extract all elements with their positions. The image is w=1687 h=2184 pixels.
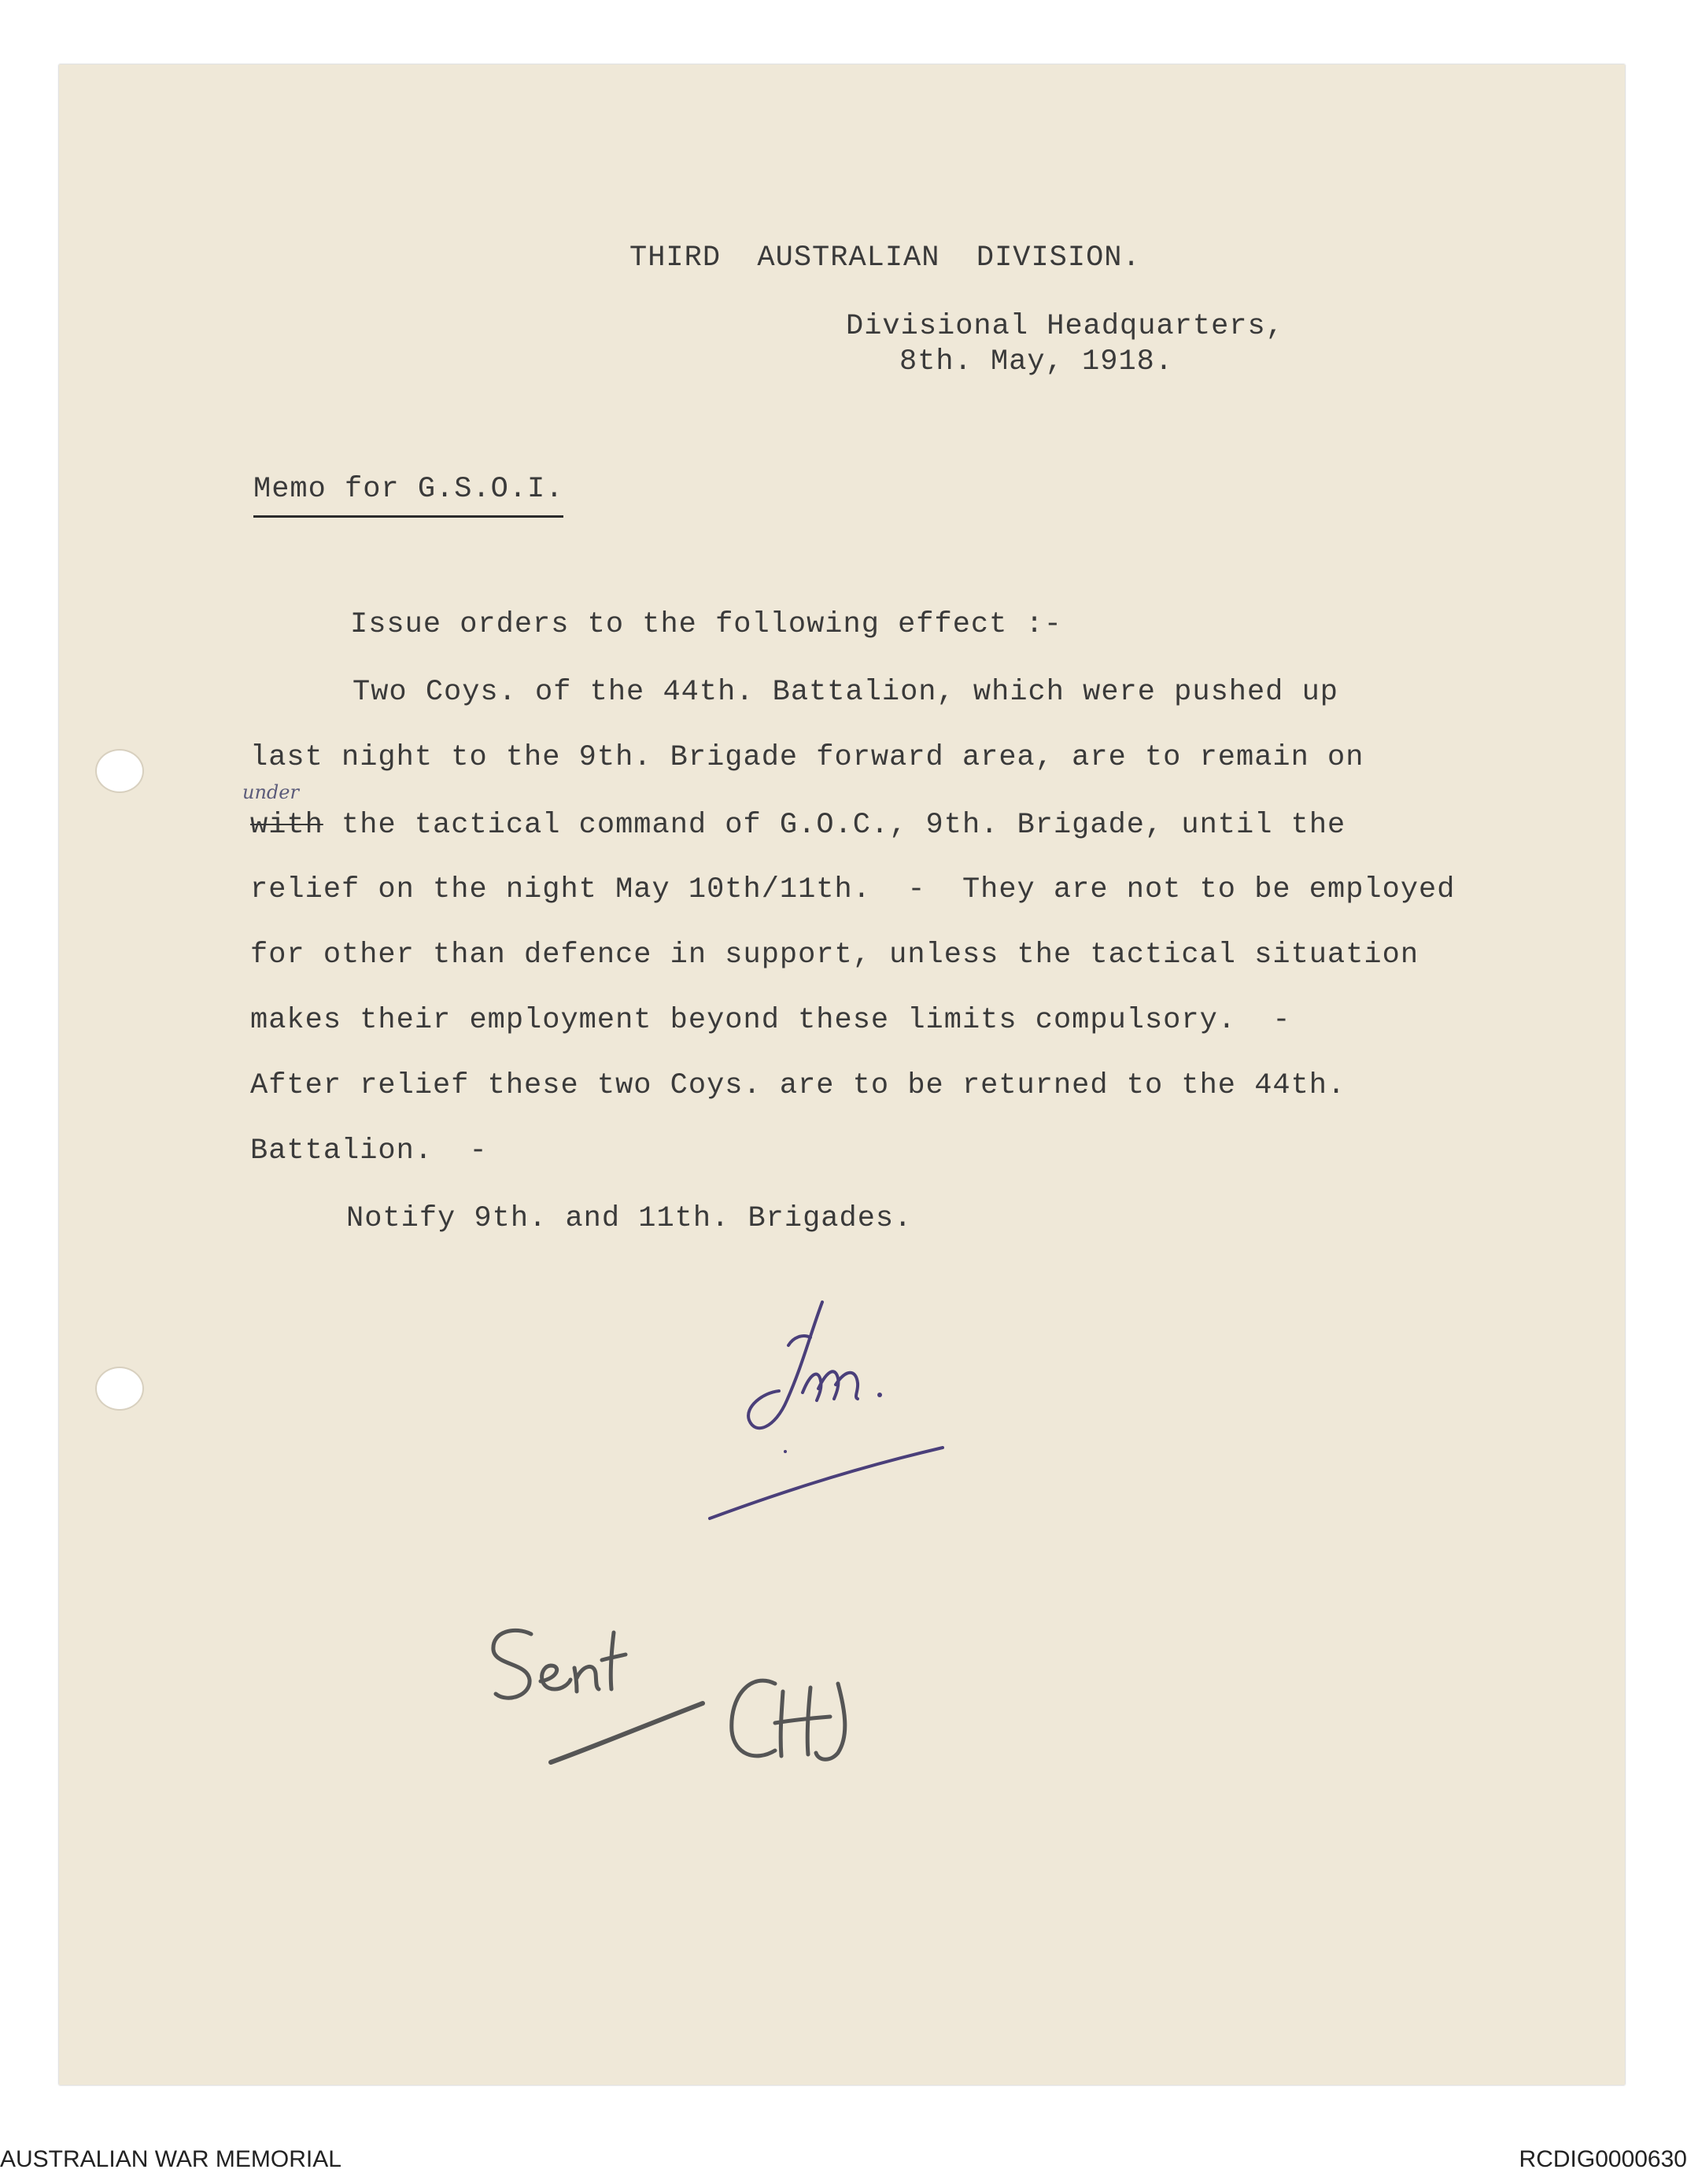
body-line-8: Battalion. -: [250, 1134, 488, 1168]
body-intro: Issue orders to the following effect :-: [350, 608, 1062, 641]
notify-line: Notify 9th. and 11th. Brigades.: [346, 1202, 913, 1235]
struck-word: with: [250, 809, 323, 842]
body-line-1: Two Coys. of the 44th. Battalion, which were pushed up: [353, 676, 1338, 709]
signature-initials: [692, 1290, 952, 1526]
memo-title: Memo for G.S.O.I.: [253, 475, 563, 518]
headquarters-line: Divisional Headquarters,: [846, 310, 1284, 343]
memo-date: 8th. May, 1918.: [899, 345, 1174, 378]
footer-record-id: RCDIG0000630: [1519, 2146, 1687, 2172]
punch-hole-top: [95, 749, 144, 793]
annotation-initials: [720, 1660, 893, 1778]
body-line-2: last night to the 9th. Brigade forward area, are to remain on: [250, 741, 1364, 774]
body-line-4: relief on the night May 10th/11th. - They are not to be employed: [250, 873, 1456, 906]
body-line-5: for other than defence in support, unless the tactical situation: [250, 939, 1419, 972]
handwritten-insert-under: under: [242, 781, 299, 803]
body-line-7: After relief these two Coys. are to be returned to the 44th.: [250, 1069, 1346, 1102]
footer-institution: AUSTRALIAN WAR MEMORIAL: [0, 2146, 341, 2172]
body-line-6: makes their employment beyond these limits compulsory. -: [250, 1004, 1291, 1037]
annotation-sent: [484, 1617, 720, 1774]
punch-hole-bottom: [95, 1367, 144, 1411]
body-line-3: [250, 811, 1346, 840]
division-heading: THIRD AUSTRALIAN DIVISION.: [629, 242, 1141, 275]
body-line-3-rest: the tactical command of G.O.C., 9th. Brigade, until the: [323, 809, 1346, 842]
